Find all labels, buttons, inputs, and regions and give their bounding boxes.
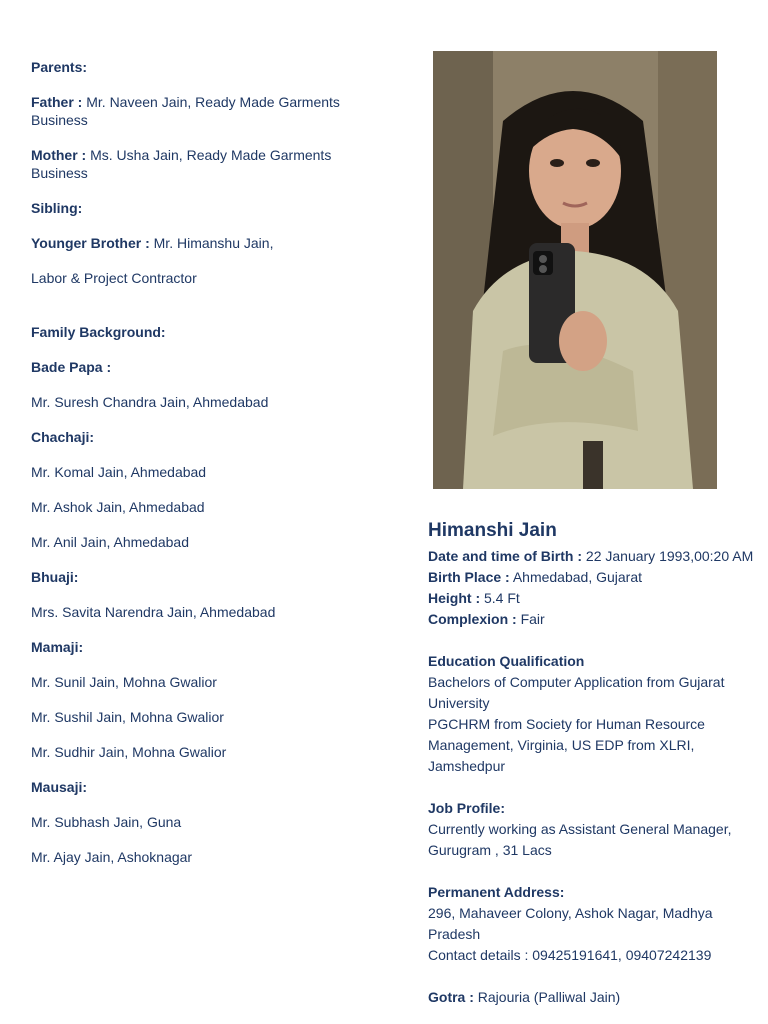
sibling-heading: Sibling:: [31, 200, 83, 216]
profile-photo-illustration: [433, 51, 717, 489]
parents-heading: Parents:: [31, 59, 88, 75]
brother-occupation: Labor & Project Contractor: [31, 270, 197, 286]
mamaji-item: Mr. Sudhir Jain, Mohna Gwalior: [31, 744, 227, 760]
bhuaji-item: Mrs. Savita Narendra Jain, Ahmedabad: [31, 604, 276, 620]
complexion-value: Fair: [520, 611, 545, 627]
gotra-line: [428, 987, 758, 1008]
height-value: 5.4 Ft: [484, 590, 520, 606]
mamaji-heading: Mamaji:: [31, 639, 84, 655]
candidate-name: Himanshi Jain: [428, 520, 557, 541]
family-background-heading: Family Background:: [31, 324, 166, 340]
birthplace-value: Ahmedabad, Gujarat: [512, 569, 643, 585]
dob-value: 22 January 1993,00:20 AM: [585, 548, 754, 564]
father-line: [31, 93, 371, 129]
chachaji-item: Mr. Komal Jain, Ahmedabad: [31, 464, 207, 480]
dob-line: [428, 546, 758, 567]
bhuaji-heading: Bhuaji:: [31, 569, 79, 585]
education-heading: Education Qualification: [428, 653, 585, 669]
mother-label: Mother :: [31, 147, 87, 163]
father-label: Father :: [31, 94, 83, 110]
bade-papa-heading: Bade Papa :: [31, 359, 112, 375]
bade-papa-item: Mr. Suresh Chandra Jain, Ahmedabad: [31, 394, 269, 410]
profile-photo: [433, 51, 717, 489]
mausaji-item: Mr. Subhash Jain, Guna: [31, 814, 182, 830]
complexion-label: Complexion :: [428, 611, 517, 627]
mother-value: Ms. Usha Jain, Ready Made Garments Business: [31, 147, 332, 181]
address-heading: Permanent Address:: [428, 884, 565, 900]
brother-label: Younger Brother :: [31, 235, 150, 251]
complexion-line: [428, 609, 758, 630]
gotra-value: Rajouria (Palliwal Jain): [477, 989, 621, 1005]
mausaji-heading: Mausaji:: [31, 779, 88, 795]
mamaji-item: Mr. Sushil Jain, Mohna Gwalior: [31, 709, 224, 725]
education-item: Bachelors of Computer Application from Gujarat University: [428, 674, 725, 711]
family-details-column: [31, 58, 371, 883]
mamaji-item: Mr. Sunil Jain, Mohna Gwalior: [31, 674, 217, 690]
job-value: Currently working as Assistant General Manager, Gurugram , 31 Lacs: [428, 821, 732, 858]
contact-value: Contact details : 09425191641, 09407242139: [428, 947, 712, 963]
profile-details-column: [428, 518, 758, 1008]
father-value: Mr. Naveen Jain, Ready Made Garments Business: [31, 94, 340, 128]
brother-line: [31, 234, 371, 252]
address-value: 296, Mahaveer Colony, Ashok Nagar, Madhya Pradesh: [428, 905, 713, 942]
education-item: PGCHRM from Society for Human Resource Management, Virginia, US EDP from XLRI, Jamshedpur: [428, 716, 705, 774]
birthplace-label: Birth Place :: [428, 569, 510, 585]
height-line: [428, 588, 758, 609]
dob-label: Date and time of Birth :: [428, 548, 583, 564]
chachaji-item: Mr. Anil Jain, Ahmedabad: [31, 534, 189, 550]
chachaji-item: Mr. Ashok Jain, Ahmedabad: [31, 499, 205, 515]
mausaji-item: Mr. Ajay Jain, Ashoknagar: [31, 849, 193, 865]
chachaji-heading: Chachaji:: [31, 429, 95, 445]
brother-value: Mr. Himanshu Jain,: [153, 235, 274, 251]
height-label: Height :: [428, 590, 481, 606]
job-heading: Job Profile:: [428, 800, 506, 816]
birthplace-line: [428, 567, 758, 588]
gotra-label: Gotra :: [428, 989, 474, 1005]
mother-line: [31, 146, 371, 182]
